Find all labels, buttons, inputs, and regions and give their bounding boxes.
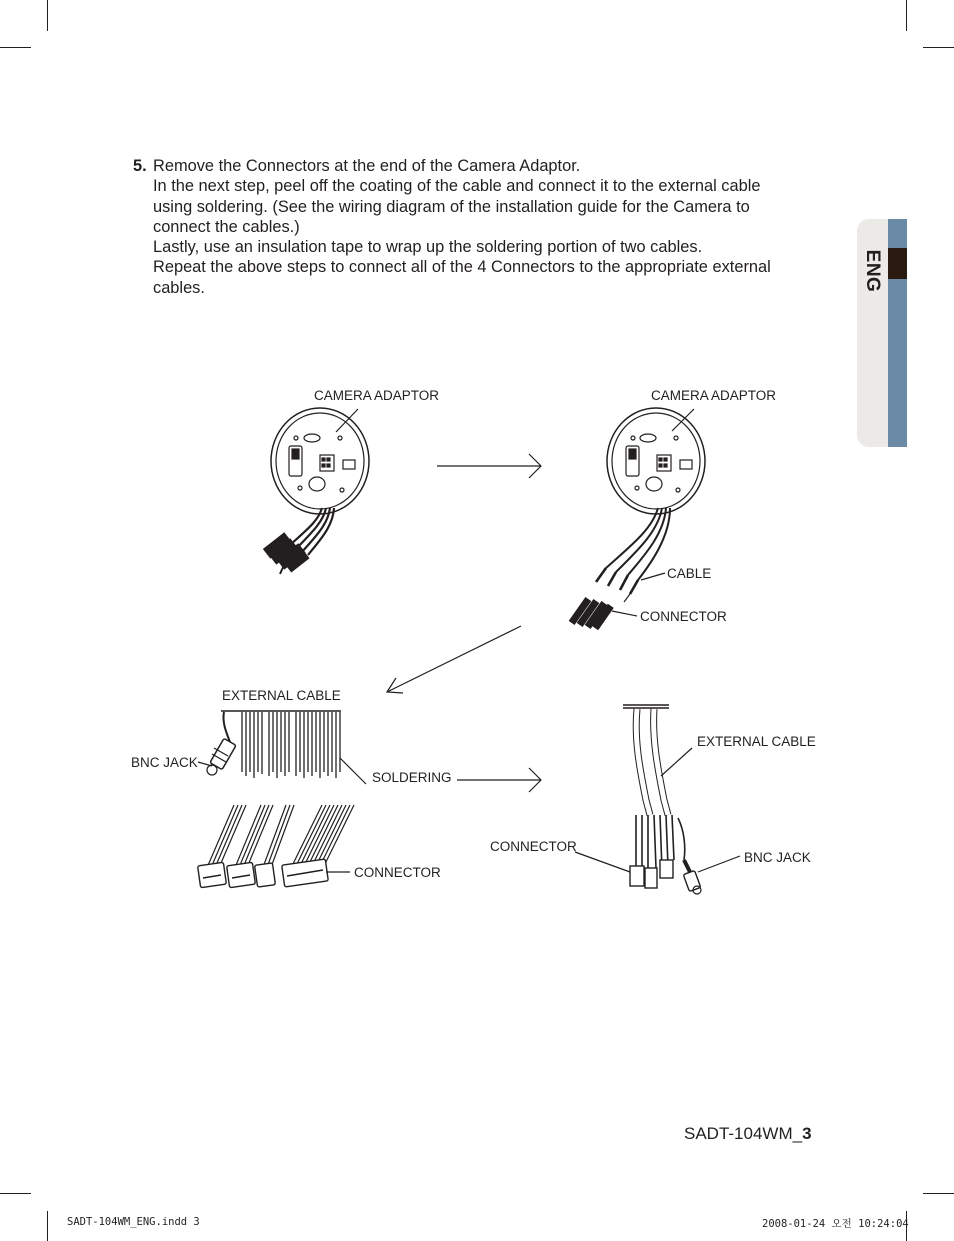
page-number: 3 <box>802 1124 812 1143</box>
process-arrow <box>387 626 521 693</box>
label-connector: CONNECTOR <box>354 865 441 880</box>
slug-datetime: 2008-01-24 오전 10:24:04 <box>762 1218 909 1230</box>
leader-line <box>340 758 366 784</box>
step-line: Repeat the above steps to connect all of the 4 Connectors to the appropriate external <box>153 258 771 277</box>
step-line: connect the cables.) <box>153 217 300 236</box>
step-number: 5. <box>133 157 147 175</box>
removed-connectors <box>570 598 613 630</box>
process-arrow <box>437 454 541 478</box>
camera-adaptor-illustration <box>271 408 369 514</box>
label-external-cable: EXTERNAL CABLE <box>697 734 816 749</box>
step-line: In the next step, peel off the coating of the cable and connect it to the external cable <box>153 177 761 196</box>
page-footer <box>684 1124 812 1144</box>
label-camera-adaptor: CAMERA ADAPTOR <box>651 388 777 403</box>
label-bnc-jack: BNC JACK <box>131 755 198 770</box>
leader-line <box>612 611 637 616</box>
leader-line <box>661 748 692 776</box>
label-bnc-jack: BNC JACK <box>744 850 811 865</box>
joined-cable-illustration <box>623 705 701 894</box>
connector-wires <box>206 805 354 870</box>
slug-file: SADT-104WM_ENG.indd 3 <box>67 1216 200 1228</box>
camera-adaptor-illustration <box>607 408 705 514</box>
process-arrow <box>457 768 541 792</box>
step-line: cables. <box>153 278 205 297</box>
language-tab-label: ENG <box>862 249 883 293</box>
step-line: Remove the Connectors at the end of the Camera Adaptor. <box>153 157 581 175</box>
leader-line <box>575 852 630 872</box>
label-connector: CONNECTOR <box>640 609 727 624</box>
label-external-cable: EXTERNAL CABLE <box>222 688 341 703</box>
leader-line <box>698 856 740 872</box>
step-line: using soldering. (See the wiring diagram of the installation guide for the Camera to <box>153 197 750 216</box>
label-cable: CABLE <box>667 566 712 581</box>
external-cable-wires <box>221 711 341 778</box>
cut-cables <box>596 508 670 602</box>
label-camera-adaptor: CAMERA ADAPTOR <box>314 388 440 403</box>
adaptor-connectors <box>264 533 309 574</box>
step-line: Lastly, use an insulation tape to wrap up the soldering portion of two cables. <box>153 238 703 257</box>
leader-line <box>641 573 665 580</box>
label-connector: CONNECTOR <box>490 839 577 854</box>
label-soldering: SOLDERING <box>372 770 452 785</box>
wire-connectors <box>198 859 329 888</box>
footer-model: SADT-104WM_ <box>684 1124 803 1143</box>
bnc-jack <box>207 738 236 775</box>
